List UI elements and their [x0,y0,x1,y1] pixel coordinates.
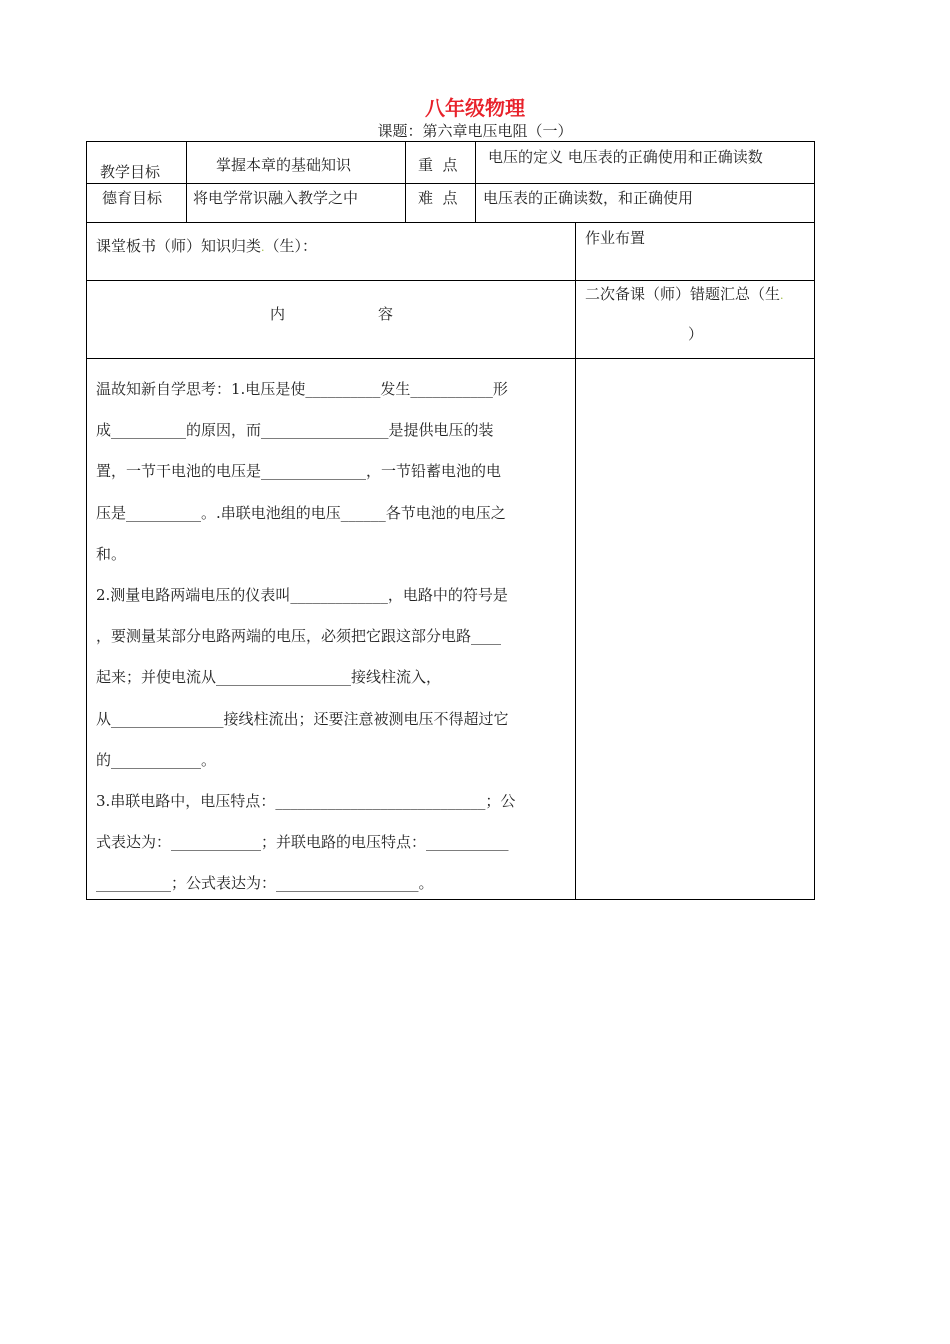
label-key-point: 重 点 [418,156,458,174]
content-line: ，要测量某部分电路两端的电压，必须把它跟这部分电路____ [96,627,502,646]
content-line: 温故知新自学思考：1.电压是使__________发生___________形 [96,380,508,398]
content-line: 成__________的原因，而_________________是提供电压的装 [96,421,494,440]
label-moral-goal: 德育目标 [102,189,163,207]
value-teaching-goal: 掌握本章的基础知识 [216,156,352,174]
review-label-close: ） [688,325,704,343]
lesson-subtitle: 课题：第六章电压电阻（一） [377,122,573,140]
content-line: __________；公式表达为：___________________。 [96,874,434,893]
homework-label: 作业布置 [585,229,646,247]
board-label-text: 课堂板书（师）知识归类 [96,237,262,255]
exercise-content [96,369,566,905]
value-key-point: 电压的定义 电压表的正确使用和正确读数 [488,148,763,166]
label-teaching-goal: 教学目标 [100,163,161,181]
content-line: 3.串联电路中，电压特点：____________________________；公 [96,792,516,811]
content-line: 置，一节干电池的电压是______________，一节铅蓄电池的电 [96,462,502,481]
board-label-tail: （生）： [264,237,318,255]
content-line: 的____________。 [96,750,217,769]
content-header-left: 内 [270,305,286,323]
content-line: 2.测量电路两端电压的仪表叫_____________，电路中的符号是 [96,586,508,605]
review-label-text: 二次备课（师）错题汇总（生 [585,285,781,303]
page-title: 八年级物理 [425,96,525,120]
value-moral-goal: 将电学常识融入教学之中 [193,189,359,207]
value-difficult-point: 电压表的正确读数，和正确使用 [483,189,694,207]
review-label [585,284,784,306]
content-line: 和。 [96,544,127,563]
content-line: 式表达为：____________；并联电路的电压特点：___________ [96,833,509,852]
green-dot-mark: . [261,241,265,254]
content-header-right: 容 [378,305,394,323]
green-dot-mark: . [780,289,784,302]
board-label [96,236,317,258]
content-line: 起来；并使电流从__________________接线柱流入， [96,668,442,687]
content-line: 从_______________接线柱流出；还要注意被测电压不得超过它 [96,709,509,728]
content-line: 压是__________。.串联电池组的电压______各节电池的电压之 [96,503,506,522]
label-difficult-point: 难 点 [418,189,458,207]
